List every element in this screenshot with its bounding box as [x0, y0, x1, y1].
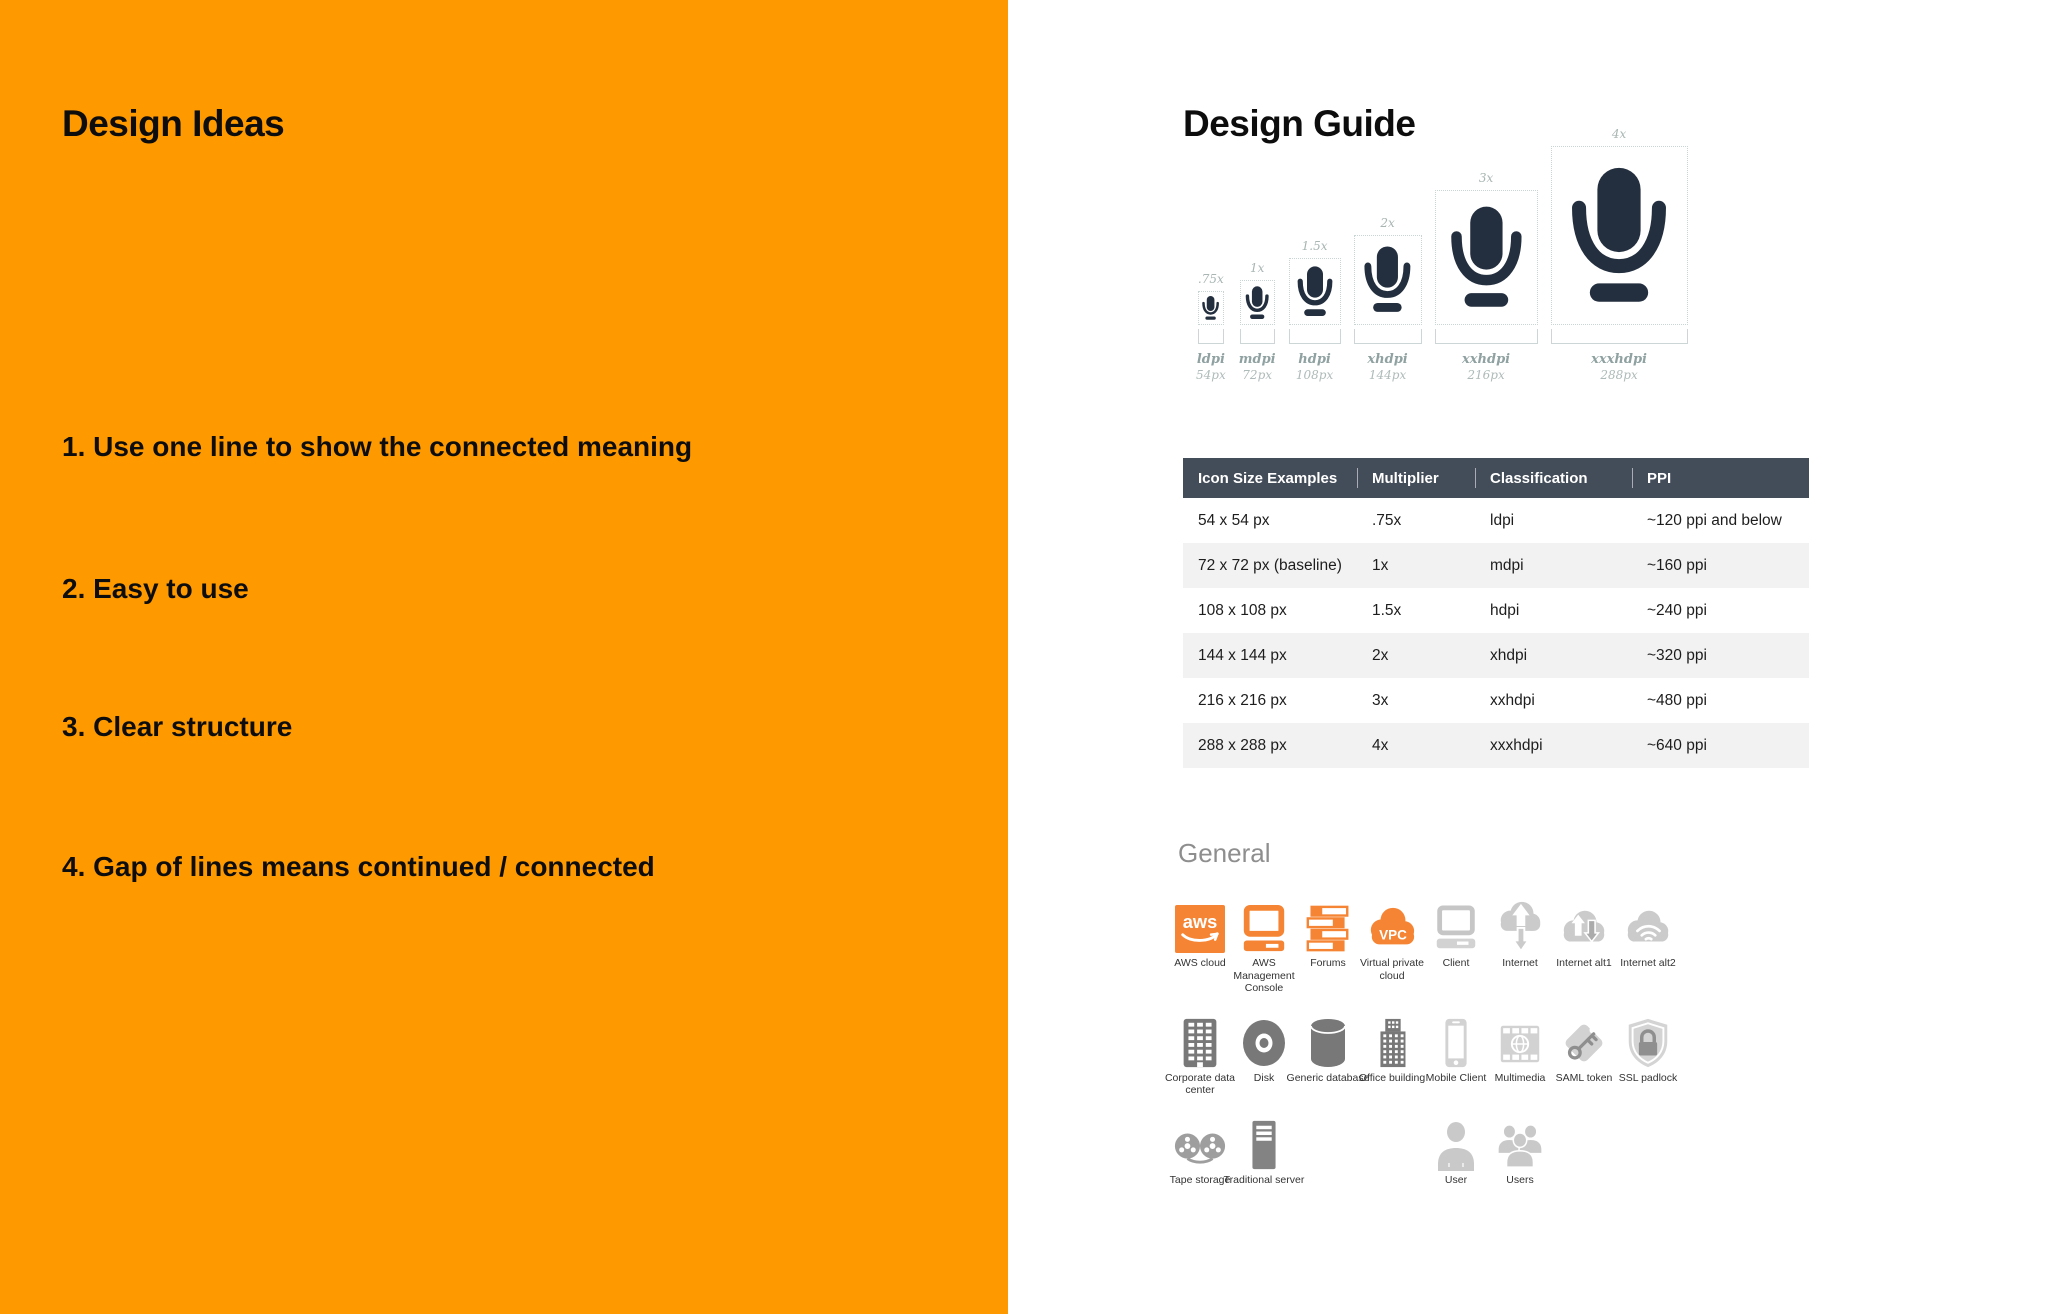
scale-cell-ldpi	[1196, 273, 1226, 383]
width-bracket	[1354, 329, 1422, 344]
cell-ppi: ~120 ppi and below	[1647, 511, 1782, 529]
icon-bounding-box	[1435, 190, 1538, 325]
pixel-size-label: 108px	[1295, 368, 1334, 382]
cell-size: 216 x 216 px	[1198, 691, 1287, 709]
icon-bounding-box	[1354, 235, 1422, 325]
svg-text:aws: aws	[1182, 911, 1218, 933]
multimedia-icon	[1494, 1019, 1546, 1069]
classification-label: xxhdpi	[1462, 352, 1511, 367]
icon-wrap	[1430, 898, 1482, 954]
scale-cell-xxxhdpi	[1551, 128, 1688, 383]
icon-wrap	[1240, 1013, 1288, 1069]
client-icon	[1430, 904, 1482, 954]
icon-wrap	[1436, 1013, 1476, 1069]
multiplier-label: 1x	[1249, 261, 1265, 275]
saml-token-icon	[1558, 1017, 1610, 1069]
scale-cell-mdpi	[1239, 262, 1276, 383]
icon-wrap	[1624, 1013, 1672, 1069]
forums-icon	[1302, 904, 1354, 954]
icon-bounding-box	[1198, 291, 1224, 325]
cell-multiplier: 3x	[1372, 691, 1389, 709]
multiplier-label: 2x	[1380, 216, 1395, 230]
table-row	[1183, 588, 1809, 633]
cell-ppi: ~320 ppi	[1647, 646, 1707, 664]
cell-size: 108 x 108 px	[1198, 601, 1287, 619]
design-ideas-title: Design Ideas	[62, 102, 285, 144]
table-row	[1183, 723, 1809, 768]
icon-scale-diagram	[1196, 128, 1688, 383]
traditional-server-icon	[1244, 1119, 1284, 1171]
cell-classification: hdpi	[1490, 601, 1520, 619]
icon-wrap	[1178, 1013, 1222, 1069]
user-icon	[1432, 1119, 1480, 1171]
microphone-icon	[1201, 294, 1220, 322]
general-section-heading: General	[1178, 838, 1271, 868]
cell-classification: xxhdpi	[1490, 691, 1535, 709]
table-row	[1183, 543, 1809, 588]
icon-wrap	[1494, 1115, 1546, 1171]
icon-cell	[1360, 898, 1424, 995]
icon-label: AWS Management Console	[1233, 957, 1295, 995]
icon-wrap	[1372, 1013, 1412, 1069]
microphone-icon	[1361, 241, 1414, 318]
icon-label: SAML token	[1555, 1071, 1613, 1084]
office-building-icon	[1372, 1017, 1412, 1069]
column-header: Multiplier	[1357, 458, 1475, 498]
column-header: Icon Size Examples	[1198, 469, 1338, 487]
icon-label: AWS cloud	[1174, 957, 1226, 969]
classification-label: ldpi	[1196, 352, 1225, 367]
aws-management-console-icon	[1238, 904, 1290, 954]
cell-ppi: ~480 ppi	[1647, 691, 1707, 709]
icon-label: SSL padlock	[1618, 1071, 1678, 1084]
cell-ppi: ~640 ppi	[1647, 736, 1707, 754]
idea-item-4: 4. Gap of lines means continued / connected	[62, 851, 655, 882]
cell-size: 288 x 288 px	[1198, 736, 1287, 754]
cell-multiplier: .75x	[1372, 511, 1402, 529]
cell-ppi: ~160 ppi	[1647, 556, 1707, 574]
icon-label: Users	[1506, 1173, 1534, 1186]
multiplier-label: 3x	[1478, 171, 1494, 185]
icon-wrap	[1558, 898, 1610, 954]
icon-wrap	[1494, 898, 1546, 954]
internet-alt1-icon	[1558, 906, 1610, 954]
cell-multiplier: 1x	[1372, 556, 1389, 574]
tape-storage-icon	[1173, 1125, 1227, 1171]
column-header: Classification	[1475, 458, 1632, 498]
icon-wrap	[1432, 1115, 1480, 1171]
icon-cell	[1488, 1115, 1552, 1187]
icon-cell	[1616, 1013, 1680, 1097]
icon-wrap	[1305, 1013, 1351, 1069]
microphone-icon	[1565, 158, 1673, 314]
icon-label: Internet alt2	[1620, 957, 1676, 969]
table-row	[1183, 498, 1809, 543]
width-bracket	[1289, 329, 1341, 344]
mobile-client-icon	[1436, 1017, 1476, 1069]
icon-label: Internet	[1502, 957, 1538, 969]
icon-label: Internet alt1	[1556, 957, 1612, 969]
classification-label: xxxhdpi	[1591, 352, 1647, 367]
scale-cell-xhdpi	[1354, 217, 1422, 383]
table-row	[1183, 678, 1809, 723]
icon-wrap	[1174, 898, 1226, 954]
general-icon-grid	[1164, 898, 1680, 1187]
table-header-row	[1183, 458, 1809, 498]
svg-text:VPC: VPC	[1379, 927, 1407, 943]
classification-label: mdpi	[1238, 352, 1276, 367]
cell-ppi: ~240 ppi	[1647, 601, 1707, 619]
cell-classification: mdpi	[1490, 556, 1524, 574]
idea-item-3: 3. Clear structure	[62, 711, 293, 742]
width-bracket	[1551, 329, 1688, 344]
cell-multiplier: 1.5x	[1372, 601, 1402, 619]
design-ideas-panel	[0, 0, 1008, 1314]
generic-database-icon	[1305, 1017, 1351, 1069]
microphone-icon	[1295, 263, 1335, 320]
multiplier-label: .75x	[1197, 272, 1224, 286]
icon-label: Forums	[1310, 957, 1346, 969]
icon-label: Generic database	[1286, 1071, 1370, 1084]
multiplier-label: 4x	[1611, 127, 1627, 141]
cell-multiplier: 2x	[1372, 646, 1389, 664]
icon-wrap	[1494, 1013, 1546, 1069]
cell-classification: ldpi	[1490, 511, 1515, 529]
aws-cloud-icon	[1174, 904, 1226, 954]
classification-label: xhdpi	[1367, 352, 1408, 367]
icon-cell	[1223, 1115, 1305, 1187]
width-bracket	[1240, 329, 1275, 344]
pixel-size-label: 288px	[1600, 368, 1638, 382]
icon-label: User	[1444, 1173, 1468, 1186]
microphone-icon	[1244, 284, 1270, 322]
icon-label: Corporate data center	[1164, 1071, 1236, 1097]
corporate-data-center-icon	[1178, 1017, 1222, 1069]
icon-cell	[1552, 898, 1616, 995]
icon-label: Multimedia	[1494, 1071, 1546, 1084]
users-icon	[1494, 1121, 1546, 1171]
icon-cell	[1616, 898, 1680, 995]
width-bracket	[1435, 329, 1538, 344]
icon-label: Virtual private cloud	[1359, 957, 1424, 982]
icon-bounding-box	[1289, 258, 1341, 325]
cell-classification: xxxhdpi	[1490, 736, 1543, 754]
pixel-size-label: 54px	[1196, 368, 1226, 382]
scale-cell-xxhdpi	[1435, 172, 1538, 383]
multiplier-label: 1.5x	[1301, 239, 1328, 253]
disk-icon	[1240, 1017, 1288, 1069]
pixel-size-label: 72px	[1242, 368, 1273, 382]
idea-item-2: 2. Easy to use	[62, 573, 249, 604]
ssl-padlock-icon	[1624, 1017, 1672, 1069]
table-row	[1183, 633, 1809, 678]
cell-size: 72 x 72 px (baseline)	[1198, 556, 1342, 574]
icon-label: Client	[1442, 957, 1470, 969]
icon-wrap	[1365, 898, 1419, 954]
icon-wrap	[1173, 1115, 1227, 1171]
design-guide-title: Design Guide	[1183, 102, 1416, 144]
cell-size: 144 x 144 px	[1198, 646, 1287, 664]
icon-label: Traditional server	[1223, 1173, 1305, 1186]
idea-item-1: 1. Use one line to show the connected meaning	[62, 431, 693, 462]
cell-multiplier: 4x	[1372, 736, 1389, 754]
icon-label: Mobile Client	[1425, 1071, 1487, 1084]
icon-wrap	[1302, 898, 1354, 954]
pixel-size-label: 144px	[1368, 368, 1407, 382]
icon-cell	[1232, 898, 1296, 995]
internet-alt2-icon	[1622, 906, 1674, 954]
virtual-private-cloud-icon	[1365, 904, 1419, 954]
icon-bounding-box	[1240, 280, 1275, 325]
pixel-size-label: 216px	[1467, 368, 1505, 382]
icon-wrap	[1622, 898, 1674, 954]
icon-label: Office building	[1358, 1071, 1426, 1084]
icon-label: Disk	[1253, 1071, 1275, 1084]
cell-classification: xhdpi	[1490, 646, 1528, 664]
scale-cell-hdpi	[1289, 240, 1341, 383]
icon-label: Tape storage	[1169, 1173, 1231, 1186]
microphone-icon	[1446, 199, 1527, 316]
internet-icon	[1494, 898, 1546, 954]
icon-cell	[1424, 898, 1488, 995]
icon-size-table	[1183, 458, 1809, 768]
icon-wrap	[1244, 1115, 1284, 1171]
icon-cell	[1488, 898, 1552, 995]
cell-size: 54 x 54 px	[1198, 511, 1270, 529]
icon-wrap	[1558, 1013, 1610, 1069]
icon-wrap	[1238, 898, 1290, 954]
width-bracket	[1198, 329, 1224, 344]
classification-label: hdpi	[1298, 352, 1331, 367]
column-header: PPI	[1632, 458, 1809, 498]
icon-bounding-box	[1551, 146, 1688, 325]
